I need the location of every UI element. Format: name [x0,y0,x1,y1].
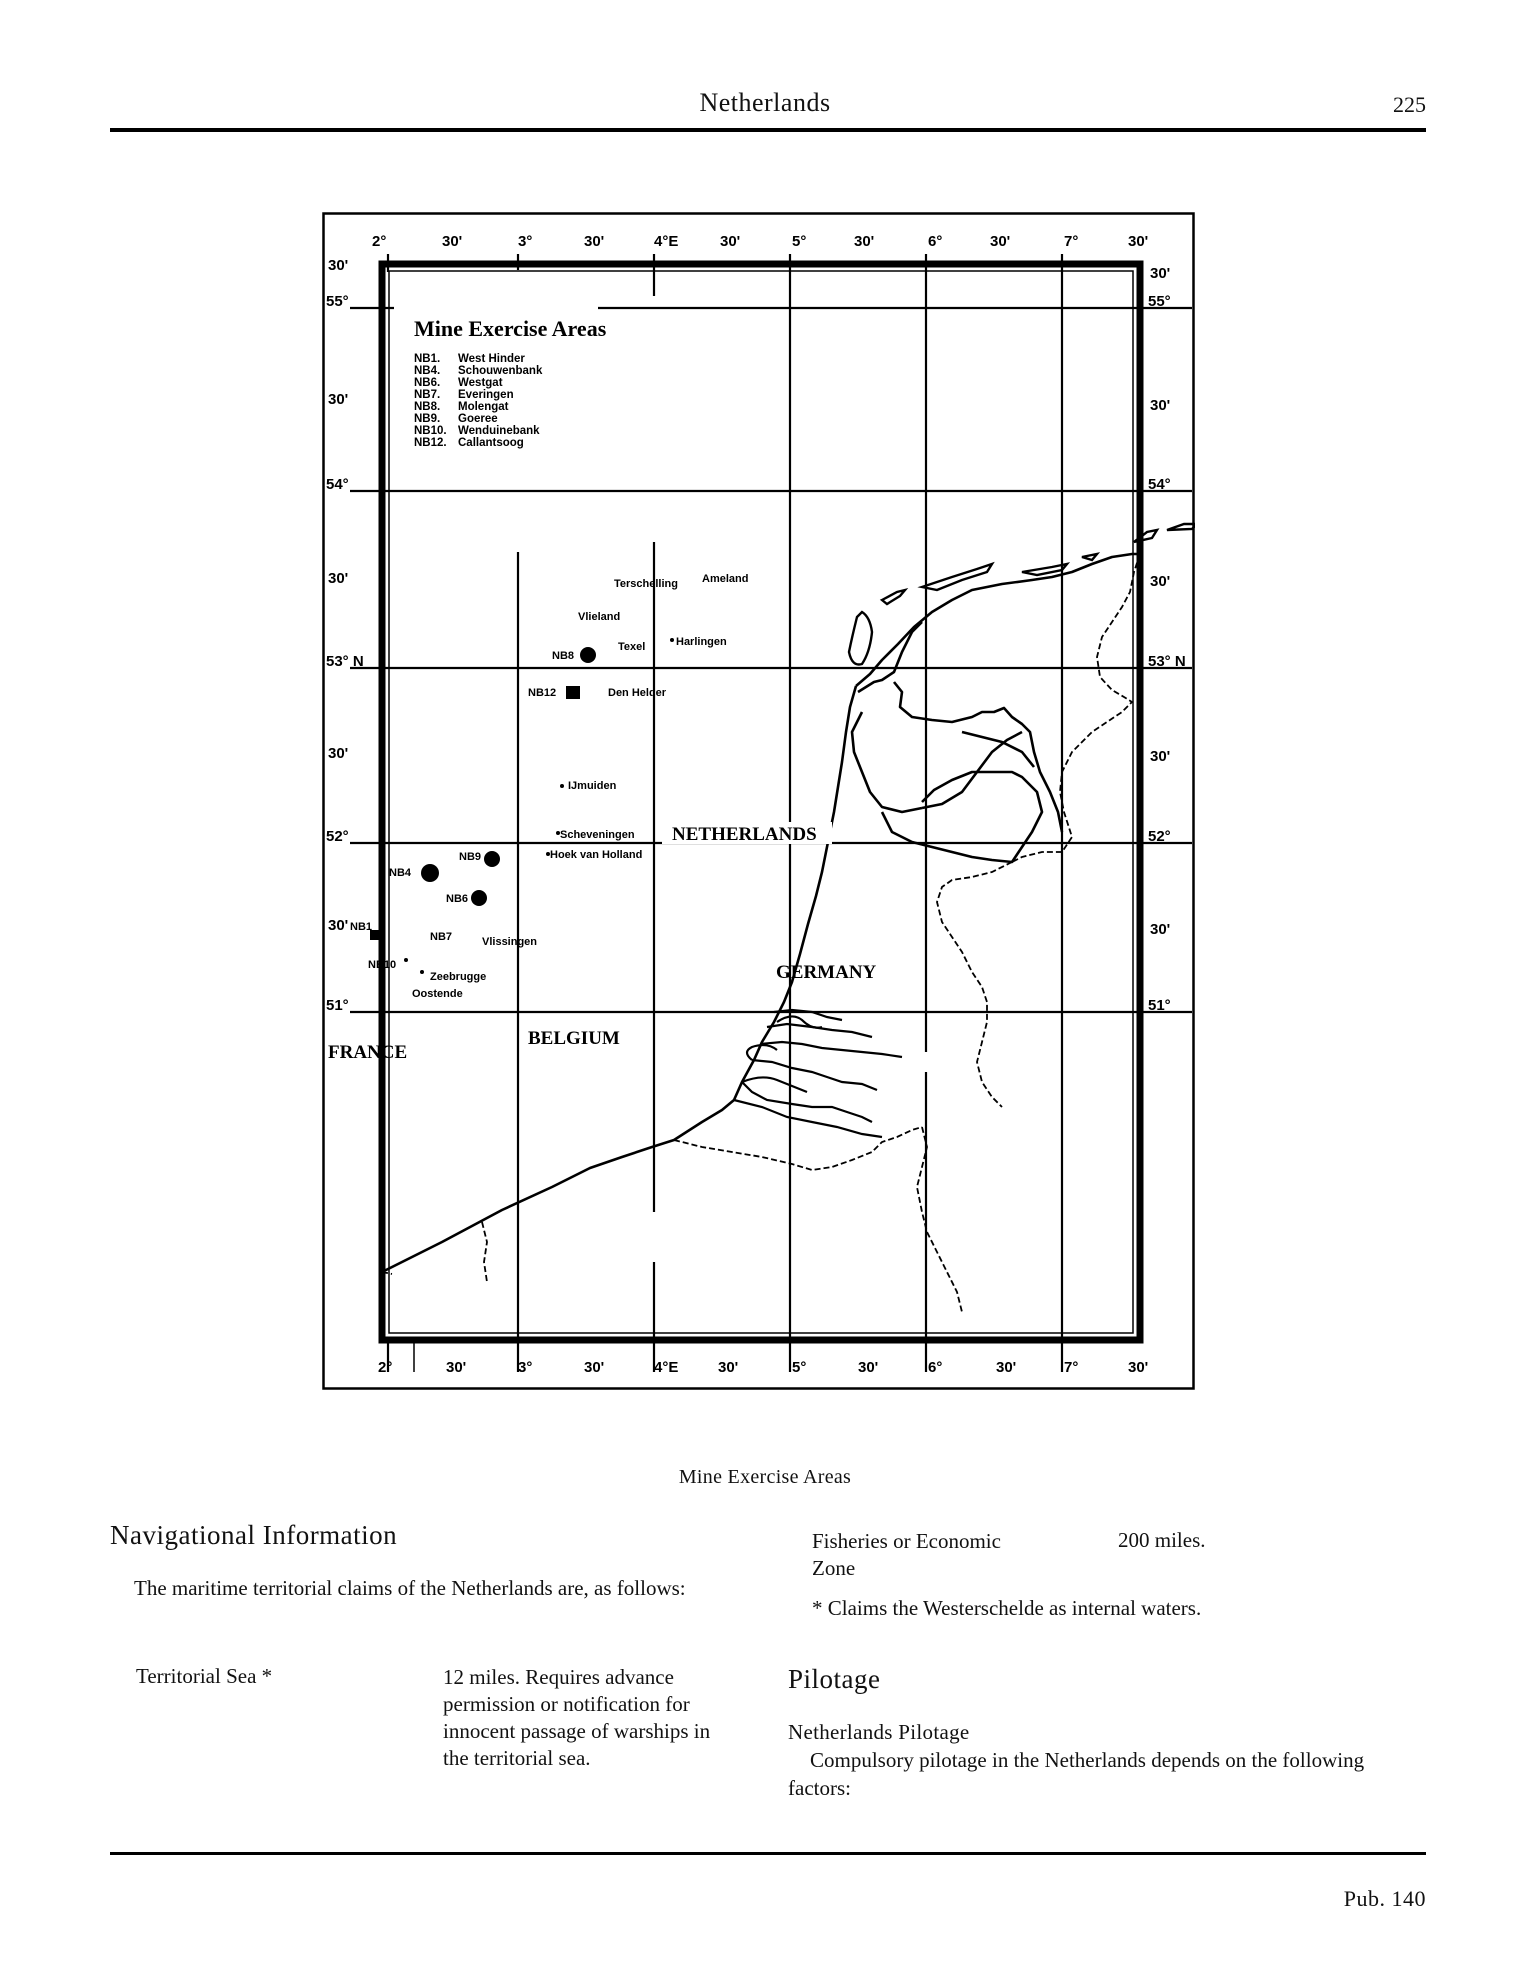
svg-text:NB7: NB7 [430,931,453,943]
svg-text:30': 30' [1150,748,1171,765]
coastline [382,554,1140,1272]
bottom-longitude-labels [378,1359,1148,1376]
svg-text:53° N: 53° N [1148,653,1186,670]
svg-text:NB1.: NB1. [414,353,441,365]
claim-definition-fisheries-zone: 200 miles. [1118,1528,1206,1552]
svg-text:7°: 7° [1064,1359,1079,1376]
nb8-marker [580,647,596,663]
claim-term-territorial-sea: Territorial Sea * [136,1664,273,1688]
svg-text:NB12: NB12 [528,687,557,699]
svg-text:FRANCE: FRANCE [328,1042,408,1063]
svg-text:NB4: NB4 [389,867,412,879]
svg-text:30': 30' [854,233,875,250]
svg-text:IJmuiden: IJmuiden [568,780,617,792]
page-number: 225 [1393,92,1426,117]
svg-text:30': 30' [1150,265,1171,282]
svg-text:55°: 55° [1148,293,1171,310]
svg-text:53° N: 53° N [326,653,364,670]
svg-text:NETHERLANDS: NETHERLANDS [672,824,817,845]
intro-paragraph: The maritime territorial claims of the Netherlands are, as follows: [134,1576,686,1600]
svg-text:NB9.: NB9. [414,413,441,425]
svg-text:NB8: NB8 [552,650,575,662]
nb12-marker [566,686,580,699]
svg-text:Harlingen: Harlingen [676,636,727,648]
svg-text:NB4.: NB4. [414,365,441,377]
svg-text:55°: 55° [326,293,349,310]
svg-text:51°: 51° [1148,997,1171,1014]
svg-text:52°: 52° [326,828,349,845]
svg-text:Everingen: Everingen [458,389,514,401]
mine-area-markers [370,647,596,962]
nb9-marker [484,851,500,867]
svg-text:BELGIUM: BELGIUM [528,1028,620,1049]
svg-text:NB9: NB9 [459,851,482,863]
svg-text:West Hinder: West Hinder [458,353,525,365]
section-heading-navigational-information: Navigational Information [110,1520,398,1550]
place-labels [412,573,748,1000]
svg-text:30': 30' [996,1359,1017,1376]
subheading-netherlands-pilotage: Netherlands Pilotage [788,1720,970,1744]
svg-text:Vlieland: Vlieland [578,611,621,623]
svg-text:NB10.: NB10. [414,425,447,437]
svg-text:6°: 6° [928,1359,943,1376]
svg-text:30': 30' [720,233,741,250]
svg-text:Callantsoog: Callantsoog [458,437,524,449]
svg-text:NB7.: NB7. [414,389,441,401]
svg-text:Ameland: Ameland [702,573,749,585]
map-title: Mine Exercise Areas [414,316,607,341]
nb4-marker [421,864,439,882]
claims-footnote: * Claims the Westerschelde as internal waters. [812,1596,1202,1620]
svg-text:54°: 54° [1148,476,1171,493]
svg-text:Den Helder: Den Helder [608,687,667,699]
svg-text:4°E: 4°E [654,233,679,250]
svg-text:30': 30' [584,1359,605,1376]
svg-text:Vlissingen: Vlissingen [482,936,538,948]
svg-text:6°: 6° [928,233,943,250]
svg-text:Hoek van Holland: Hoek van Holland [550,849,643,861]
svg-text:30': 30' [1128,233,1149,250]
svg-text:30': 30' [1150,573,1171,590]
svg-text:3°: 3° [518,233,533,250]
svg-text:30': 30' [328,391,349,408]
svg-text:4°E: 4°E [654,1359,679,1376]
svg-text:5°: 5° [792,233,807,250]
claim-term-fisheries-zone: Fisheries or Economic Zone [812,1529,1001,1580]
svg-text:52°: 52° [1148,828,1171,845]
svg-text:2°: 2° [378,1359,393,1376]
svg-text:30': 30' [328,917,349,934]
svg-text:30': 30' [990,233,1011,250]
svg-text:NB6: NB6 [446,893,469,905]
svg-text:30': 30' [1150,921,1171,938]
svg-text:30': 30' [584,233,605,250]
map-figure [322,212,1195,1390]
svg-text:Oostende: Oostende [412,988,463,1000]
svg-text:Schouwenbank: Schouwenbank [458,365,543,377]
top-longitude-labels [372,233,1148,250]
svg-text:Terschelling: Terschelling [614,578,678,590]
publication-number: Pub. 140 [1343,1886,1426,1911]
svg-text:Zeebrugge: Zeebrugge [430,971,487,983]
svg-text:30': 30' [1128,1359,1149,1376]
svg-text:Goeree: Goeree [458,413,498,425]
svg-text:30': 30' [328,257,349,274]
pilotage-paragraph: Compulsory pilotage in the Netherlands depends on the following factors: [788,1748,1365,1800]
svg-text:2°: 2° [372,233,387,250]
svg-text:NB12.: NB12. [414,437,447,449]
svg-text:Molengat: Molengat [458,401,509,413]
nb6-marker [471,890,487,906]
svg-text:NB10: NB10 [368,959,397,971]
svg-text:30': 30' [328,570,349,587]
svg-text:30': 30' [858,1359,879,1376]
svg-text:NB8.: NB8. [414,401,441,413]
footer-rule [110,1852,1426,1855]
running-title: Netherlands [699,88,831,117]
svg-text:51°: 51° [326,997,349,1014]
svg-text:Scheveningen: Scheveningen [560,829,635,841]
right-latitude-labels [1148,265,1186,1014]
svg-text:NB6.: NB6. [414,377,441,389]
delta-coastline [734,1010,902,1137]
svg-text:3°: 3° [518,1359,533,1376]
section-heading-pilotage: Pilotage [788,1664,881,1694]
svg-text:30': 30' [328,745,349,762]
svg-text:Wenduinebank: Wenduinebank [458,425,540,437]
svg-text:5°: 5° [792,1359,807,1376]
svg-text:30': 30' [446,1359,467,1376]
svg-text:30': 30' [718,1359,739,1376]
figure-caption: Mine Exercise Areas [678,1466,852,1488]
svg-text:Westgat: Westgat [458,377,503,389]
svg-text:30': 30' [1150,397,1171,414]
svg-text:54°: 54° [326,476,349,493]
svg-text:NB1: NB1 [350,921,373,933]
left-latitude-labels [326,257,364,1014]
svg-text:Texel: Texel [618,641,646,653]
header-rule [110,128,1426,132]
svg-text:30': 30' [442,233,463,250]
svg-text:GERMANY: GERMANY [776,962,877,983]
svg-text:7°: 7° [1064,233,1079,250]
claim-definition-territorial-sea: 12 miles. Requires advance permission or notification for innocent passage of warships in the territorial sea. [443,1665,711,1770]
